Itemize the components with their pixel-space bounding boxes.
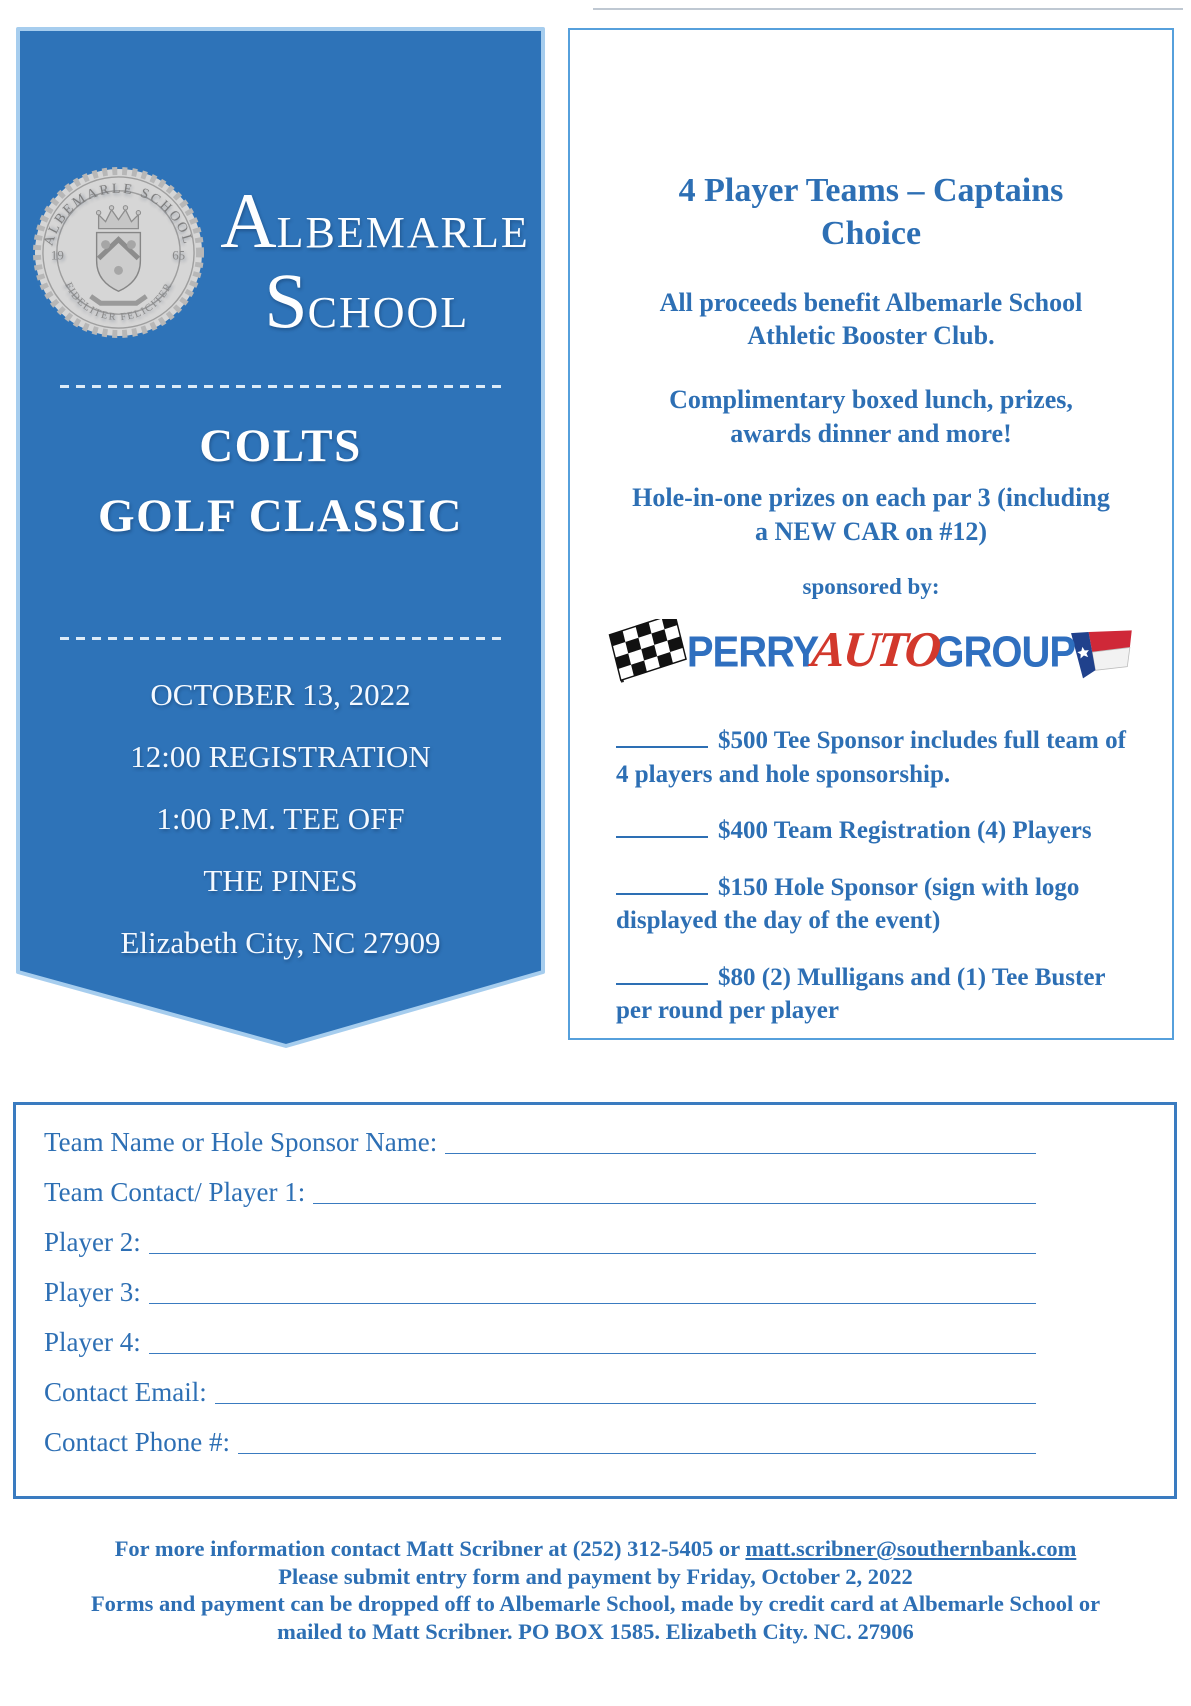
amount-blank[interactable] [616,983,708,985]
option-label: $150 Hole Sponsor (sign with logo displayed the day of the event) [616,873,1080,935]
school-name-line2 [264,256,529,344]
form-row-player3 [44,1279,1036,1308]
dashed-divider [60,637,501,640]
field-label: Player 4: [44,1327,141,1357]
school-logo [16,165,545,344]
form-row-contact-phone [44,1429,1036,1458]
perry-auto-group-logo [570,610,1172,694]
option-hole-sponsor [616,871,1144,938]
event-title-line2: GOLF CLASSIC [98,490,463,542]
form-row-player4 [44,1329,1036,1358]
top-rule [593,8,1183,10]
event-registration-time: 12:00 REGISTRATION [130,739,431,774]
option-label: $80 (2) Mulligans and (1) Tee Buster per round per player [616,963,1106,1025]
seal-year-left: 19 [51,247,65,263]
form-row-team-name [44,1129,1036,1158]
sponsored-by-label: sponsored by: [802,574,940,600]
fill-line[interactable] [149,1302,1036,1304]
form-row-player1 [44,1179,1036,1208]
school-seal-icon [31,165,206,340]
field-label: Contact Email: [44,1377,207,1407]
school-name-rest: CHOOL [307,287,470,337]
option-tee-sponsor [616,724,1144,791]
field-label: Contact Phone #: [44,1427,230,1457]
seal-top-text: ALBEMARLE SCHOOL [41,181,196,248]
fill-line[interactable] [215,1402,1036,1404]
school-name [220,176,530,344]
footer-contact-line [0,1535,1191,1563]
footer-mailing-line: mailed to Matt Scribner. PO BOX 1585. Elizabeth City. NC. 27906 [277,1618,914,1644]
fill-line[interactable] [313,1202,1036,1204]
seal-year-right: 65 [172,247,186,263]
amount-blank[interactable] [616,836,708,838]
field-label: Team Contact/ Player 1: [44,1177,306,1207]
event-banner [16,27,545,1050]
fill-line[interactable] [445,1152,1036,1154]
event-location: Elizabeth City, NC 27909 [120,925,441,960]
dashed-divider [60,385,501,388]
field-label: Team Name or Hole Sponsor Name: [44,1127,438,1157]
field-label: Player 2: [44,1227,141,1257]
school-name-rest: LBEMARLE [276,207,530,257]
event-venue: THE PINES [203,863,358,898]
amount-blank[interactable] [616,746,708,748]
event-title-line1: COLTS [199,420,362,472]
school-name-initial: S [264,256,308,344]
proceeds-text: All proceeds benefit Albemarle School Athletic Booster Club. [659,287,1083,351]
footer [0,1535,1191,1645]
info-panel [568,28,1174,1040]
sponsor-word-group: GROUP [933,627,1076,677]
event-title [16,419,545,543]
school-name-line1 [220,176,530,264]
amount-blank[interactable] [616,893,708,895]
option-team-registration [616,814,1144,848]
option-label: $400 Team Registration (4) Players [718,817,1092,845]
form-row-contact-email [44,1379,1036,1408]
sponsor-word-perry: PERRY [686,627,819,677]
event-date: OCTOBER 13, 2022 [150,677,411,712]
fill-line[interactable] [149,1252,1036,1254]
hole-in-one-text: Hole-in-one prizes on each par 3 (including a NEW CAR on #12) [632,482,1110,546]
form-row-player2 [44,1229,1036,1258]
checkered-flag-icon [603,619,687,685]
fill-line[interactable] [238,1452,1036,1454]
fill-line[interactable] [149,1352,1036,1354]
footer-contact-text: For more information contact Matt Scribner at (252) 312-5405 or [114,1536,746,1561]
option-mulligans [616,961,1144,1028]
perks-text: Complimentary boxed lunch, prizes, awards dinner and more! [669,385,1073,449]
nc-flag-icon [1069,625,1139,679]
footer-deadline-line: Please submit entry form and payment by Friday, October 2, 2022 [278,1563,913,1589]
field-label: Player 3: [44,1277,141,1307]
sponsorship-options [570,724,1172,1028]
school-name-initial: A [220,176,277,264]
option-label: $500 Tee Sponsor includes full team of 4 players and hole sponsorship. [616,727,1126,788]
footer-payment-line: Forms and payment can be dropped off to Albemarle School, made by credit card at Albemarle School or [90,1591,1101,1616]
teams-heading: 4 Player Teams – Captains Choice [678,172,1064,252]
entry-form [13,1102,1177,1499]
sponsor-word-auto: AUTO [809,621,943,678]
seal-bottom-text: FIDELITER FELICITER [62,280,175,324]
event-details [16,677,545,987]
contact-email-link[interactable]: matt.scribner@southernbank.com [745,1536,1077,1561]
event-tee-off-time: 1:00 P.M. TEE OFF [156,801,405,836]
banner-content [16,27,545,1050]
